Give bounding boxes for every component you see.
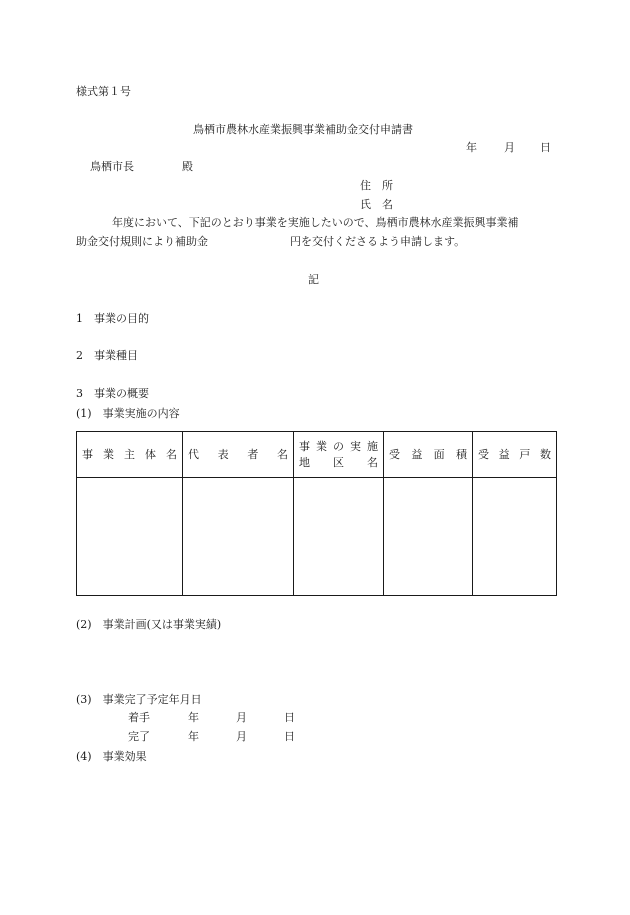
section-category: 2 事業種目 [76,349,138,362]
subsection-plan: (2) 事業計画(又は事業実績) [76,618,222,631]
completion-end-year: 年 [188,730,199,743]
page-title: 鳥栖市農林水産業振興事業補助金交付申請書 [193,123,413,136]
body-text-line1: 年度において、下記のとおり事業を実施したいので、鳥栖市農林水産業振興事業補 [112,216,519,229]
header-entity-name: 事業主体名 [77,432,183,478]
cell-benefit-area[interactable] [384,478,473,596]
header-implementation-area [294,432,384,478]
addressee-honorific: 殿 [182,160,193,173]
subsection-completion-date: (3) 事業完了予定年月日 [76,693,202,706]
subsection-effect: (4) 事業効果 [76,750,147,763]
cell-implementation-area[interactable] [294,478,384,596]
form-number: 様式第１号 [76,85,131,98]
table-header-row [77,432,557,478]
completion-start-month: 月 [236,711,247,724]
section-purpose: 1 事業の目的 [76,312,149,325]
header-implementation-area-line1: 事業の実施 [299,439,378,453]
completion-start-year: 年 [188,711,199,724]
cell-entity-name[interactable] [77,478,183,596]
ki-heading: 記 [308,273,319,286]
cell-representative-name[interactable] [183,478,294,596]
implementation-table [76,431,557,596]
section-overview: 3 事業の概要 [76,387,149,400]
date-day-label: 日 [540,141,551,154]
completion-start-label: 着手 [128,711,150,724]
date-month-label: 月 [504,141,515,154]
body-text-line2a: 助金交付規則により補助金 [76,235,208,248]
completion-start-day: 日 [284,711,295,724]
header-benefit-households: 受益戸数 [473,432,557,478]
header-representative-name: 代表者名 [183,432,294,478]
header-implementation-area-line2: 地区名 [299,455,378,469]
completion-end-month: 月 [236,730,247,743]
completion-end-label: 完了 [128,730,150,743]
completion-end-day: 日 [284,730,295,743]
applicant-address-label: 住 所 [360,179,393,192]
cell-benefit-households[interactable] [473,478,557,596]
table-row [77,478,557,596]
body-text-line2b: 円を交付くださるよう申請します。 [290,235,466,248]
subsection-implementation: (1) 事業実施の内容 [76,407,180,420]
applicant-name-label: 氏 名 [360,198,393,211]
header-benefit-area: 受益面積 [384,432,473,478]
date-year-label: 年 [466,141,477,154]
addressee-name: 鳥栖市長 [90,160,134,173]
